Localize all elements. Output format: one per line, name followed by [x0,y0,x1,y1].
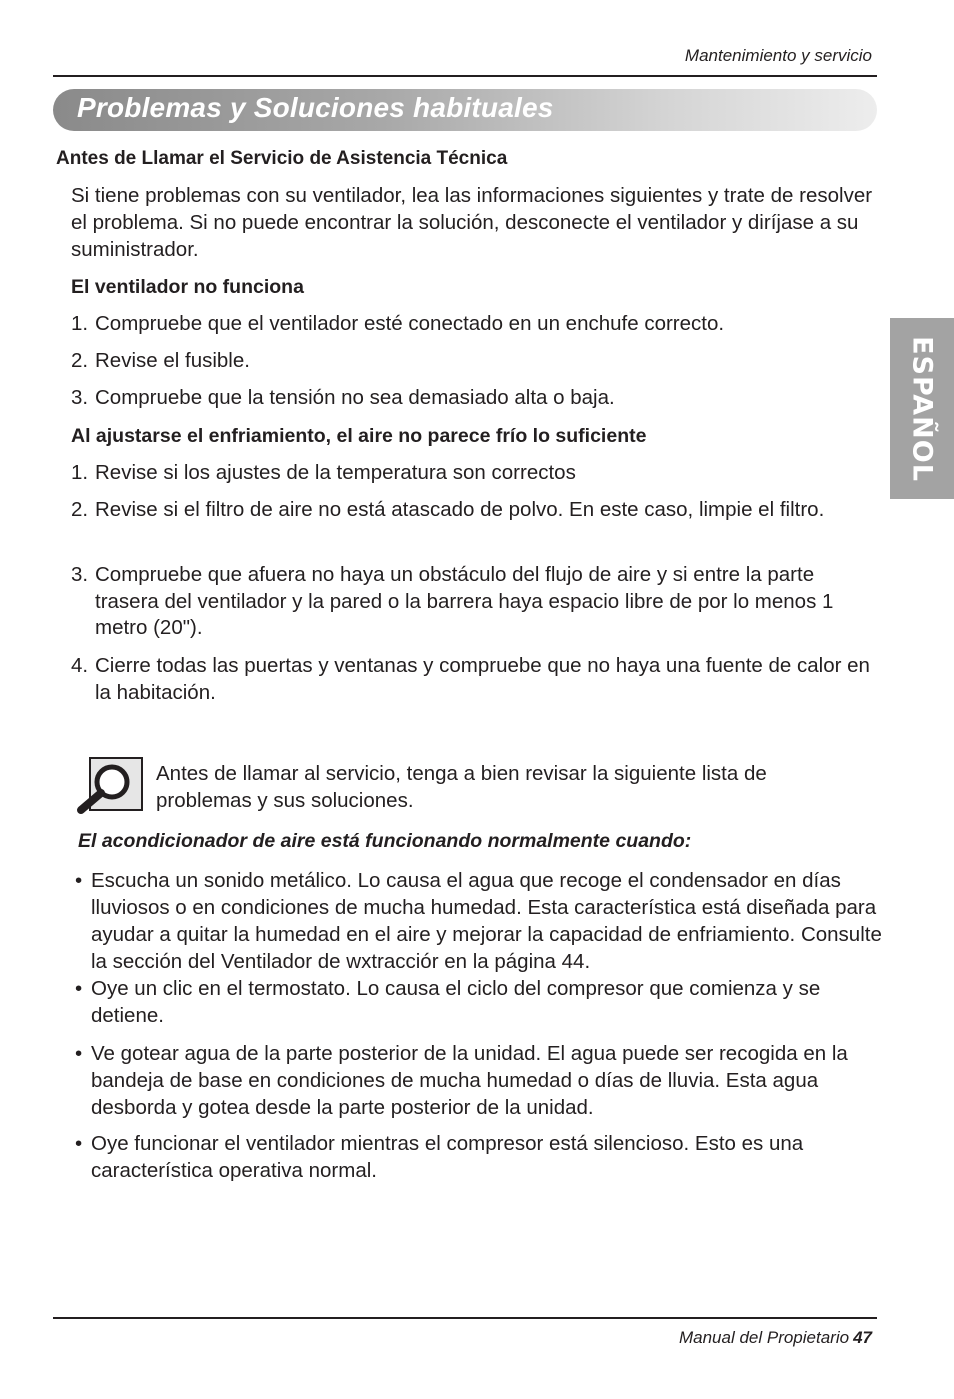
list-item-text: Revise si el filtro de aire no está atascado de polvo. En este caso, limpie el filtro. [95,498,825,521]
page-title: Problemas y Soluciones habituales [77,92,554,123]
page-number: 47 [853,1328,872,1347]
list-item [71,497,879,524]
page-footer [679,1328,872,1348]
bullet-marker: • [75,1132,83,1155]
header-rule [53,75,877,77]
list-item-number: 1. [71,461,89,484]
list-item [71,653,879,706]
list-item-number: 3. [71,563,89,586]
list-item-text: Cierre todas las puertas y ventanas y compruebe que no haya una fuente de calor en la habitación. [95,654,870,704]
list-item-text: Compruebe que afuera no haya un obstáculo del flujo de aire y si entre la parte trasera del ventilador y la pared o la barrera haya espacio libre de por lo menos 1 metro (20"). [95,563,834,639]
intro-paragraph: Si tiene problemas con su ventilador, lea las informaciones siguientes y trate de resolver el problema. Si no puede encontrar la solución, desconecte el ventilador y diríjase a su suministrador. [71,184,873,261]
magnifier-icon [76,756,144,814]
running-header: Mantenimiento y servicio [684,46,872,65]
list-item [75,1130,897,1184]
list-item-text: Ve gotear agua de la parte posterior de la unidad. El agua puede ser recogida en la bandeja de base en condiciones de mucha humedad o días de lluvia. Esta agua desborda y gotea desde la parte posterior de la unidad. [91,1042,848,1119]
list-item-number: 4. [71,654,89,677]
footer-rule [53,1317,877,1319]
section-heading: Antes de Llamar el Servicio de Asistencia Técnica [56,148,508,169]
list-item [71,385,879,412]
list-item [71,460,879,487]
list-item-text: Revise si los ajustes de la temperatura son correctos [95,461,576,484]
footer-label: Manual del Propietario [678,1328,850,1347]
bullet-marker: • [75,869,83,892]
list-item-text: Compruebe que el ventilador esté conectado en un enchufe correcto. [95,312,725,335]
list-item-number: 3. [71,386,89,409]
list-item-text: Revise el fusible. [95,349,250,372]
note-text: Antes de llamar al servicio, tenga a bien revisar la siguiente lista de problemas y sus soluciones. [156,762,767,812]
list-item-text: Compruebe que la tensión no sea demasiado alta o baja. [95,386,615,409]
list-item [71,311,879,338]
subheading-normal-operation: El acondicionador de aire está funcionando normalmente cuando: [78,830,692,852]
list-item [75,1040,897,1121]
list-item-text: Oye un clic en el termostato. Lo causa el ciclo del compresor que comienza y se detiene. [91,977,821,1027]
list-item [75,975,897,1029]
list-item-text: Escucha un sonido metálico. Lo causa el agua que recoge el condensador en días lluviosos o en condiciones de mucha humedad. Esta característica está diseñada para ayudar a quitar la humedad en el aire y mejorar la capacidad de enfriamiento. Consulte la sección del Ventilador de wxtracciór en la página 44. [91,869,882,973]
subheading-fan-not-working: El ventilador no funciona [71,276,304,298]
list-item-number: 2. [71,349,89,372]
bullet-marker: • [75,1042,83,1065]
list-item [71,348,879,375]
list-item [71,562,879,642]
language-tab-label: ESPAÑOL [906,335,938,482]
list-item-text: Oye funcionar el ventilador mientras el compresor está silencioso. Esto es una característica operativa normal. [91,1132,804,1182]
bullet-marker: • [75,977,83,1000]
list-item-number: 2. [71,498,89,521]
language-tab [890,318,954,499]
list-item [75,867,897,975]
list-item-number: 1. [71,312,89,335]
subheading-cooling: Al ajustarse el enfriamiento, el aire no parece frío lo suficiente [71,425,647,447]
